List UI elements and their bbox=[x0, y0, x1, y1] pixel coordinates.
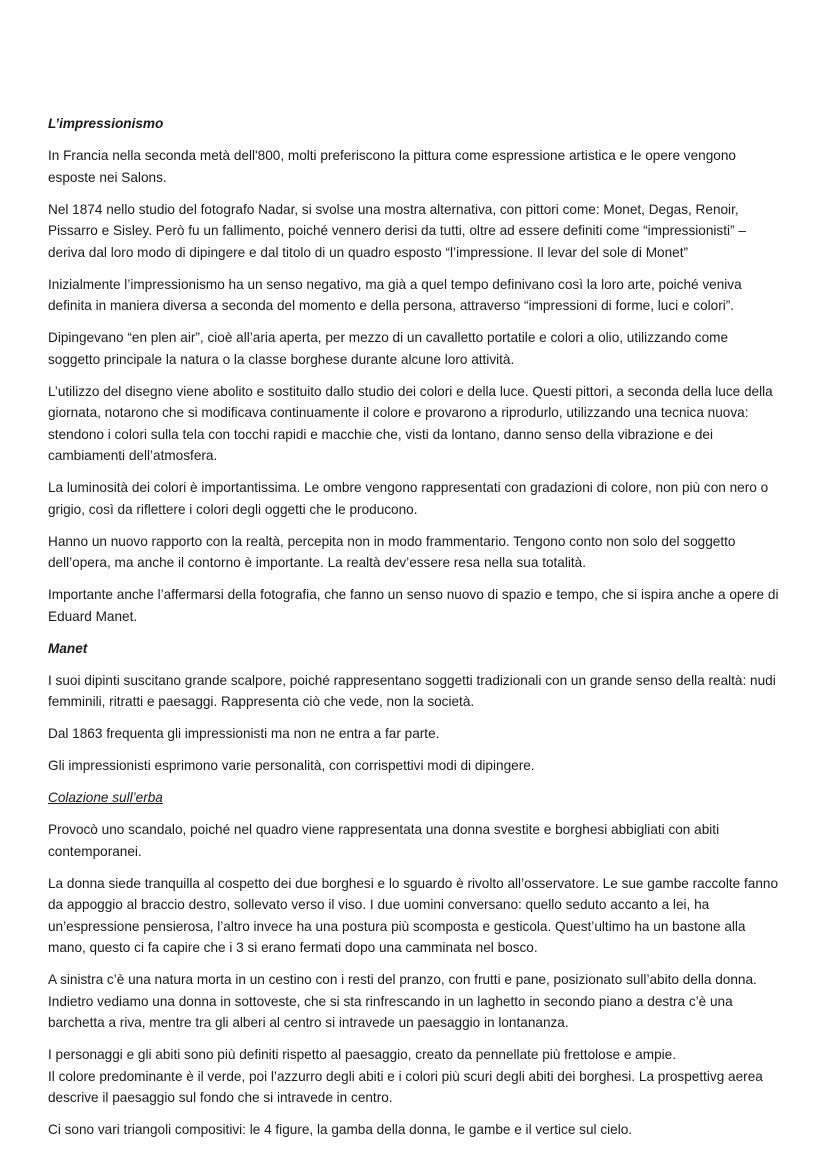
paragraph: Gli impressionisti esprimono varie personalità, con corrispettivi modi di dipingere. bbox=[48, 758, 535, 773]
paragraph: I personaggi e gli abiti sono più definiti rispetto al paesaggio, creato da pennellate più frettolose e ampie. bbox=[48, 1047, 676, 1062]
section-heading-impressionismo: L’impressionismo bbox=[48, 116, 164, 131]
paragraph: A sinistra c’è una natura morta in un cestino con i resti del pranzo, con frutti e pane, posizionato sull’abito della donna. Indietro vediamo una donna in sottoveste, che si sta rinfrescando in un laghetto in secondo piano a destra c’è una barchetta a riva, mentre tra gli alberi al centro si intravede un paesaggio in lontananza. bbox=[48, 972, 757, 1030]
paragraph: I suoi dipinti suscitano grande scalpore, poiché rappresentano soggetti tradizionali con un grande senso della realtà: nudi femminili, ritratti e paesaggi. Rappresenta ciò che vede, non la società. bbox=[48, 672, 776, 709]
subheading-colazione-sull-erba: Colazione sull’erba bbox=[48, 790, 163, 805]
paragraph: Dal 1863 frequenta gli impressionisti ma non ne entra a far parte. bbox=[48, 726, 440, 741]
paragraph: La luminosità dei colori è importantissima. Le ombre vengono rappresentati con gradazioni di colore, non più con nero o grigio, così da riflettere i colori degli oggetti che le producono. bbox=[48, 480, 769, 517]
paragraph: In Francia nella seconda metà dell'800, molti preferiscono la pittura come espressione artistica e le opere vengono esposte nei Salons. bbox=[48, 148, 736, 185]
paragraph: Provocò uno scandalo, poiché nel quadro viene rappresentata una donna svestite e borghesi abbigliati con abiti contemporanei. bbox=[48, 822, 720, 859]
paragraph: Dipingevano “en plen air”, cioè all’aria aperta, per mezzo di un cavalletto portatile e colori a olio, utilizzando come soggetto principale la natura o la classe borghese durante alcune loro attività. bbox=[48, 330, 729, 367]
paragraph: Ci sono vari triangoli compositivi: le 4 figure, la gamba della donna, le gambe e il vertice sul cielo. bbox=[48, 1122, 633, 1137]
paragraph: Nel 1874 nello studio del fotografo Nadar, si svolse una mostra alternativa, con pittori come: Monet, Degas, Renoir, Pissarro e Sisley. Però fu un fallimento, poiché vennero derisi da tutti, oltre ad essere definiti come “impressionisti” – deriva dal loro modo di dipingere e dal titolo di un quadro esposto “l’impressione. Il levar del sole di Monet” bbox=[48, 201, 746, 260]
section-heading-manet: Manet bbox=[48, 640, 88, 656]
paragraph: L’utilizzo del disegno viene abolito e sostituito dallo studio dei colori e della luce. Questi pittori, a seconda della luce della giornata, notarono che si modificava continuamente il colore e provarono a riprodurlo, utilizzando una tecnica nuova: stendono i colori sulla tela con tocchi rapidi e macchie che, visti da lontano, danno senso della vibrazione e dei cambiamenti dell’atmosfera. bbox=[48, 383, 773, 463]
paragraph: Importante anche l’affermarsi della fotografia, che fanno un senso nuovo di spazio e tempo, che si ispira anche a opere di Eduard Manet. bbox=[48, 587, 779, 624]
paragraph: La donna siede tranquilla al cospetto dei due borghesi e lo sguardo è rivolto all’osservatore. Le sue gambe raccolte fanno da appoggio al braccio destro, sollevato verso il viso. I due uomini conversano: quello seduto accanto a lei, ha un’espressione pensierosa, l’altro invece ha una postura più scomposta e gesticola. Quest’ultimo ha un bastone alla mano, questo ci fa capire che i 3 si erano fermati dopo una camminata nel bosco. bbox=[48, 875, 779, 955]
paragraph: Hanno un nuovo rapporto con la realtà, percepita non in modo frammentario. Tengono conto non solo del soggetto dell’opera, ma anche il contorno è importante. La realtà dev’essere resa nella sua totalità. bbox=[48, 533, 736, 570]
paragraph: Inizialmente l’impressionismo ha un senso negativo, ma già a quel tempo definivano così la loro arte, poiché veniva definita in maniera diversa a seconda del momento e della persona, attraverso “impressioni di forme, luci e colori”. bbox=[48, 276, 742, 313]
paragraph: Il colore predominante è il verde, poi l’azzurro degli abiti e i colori più scuri degli abiti dei borghesi. La prospettivg aerea descrive il paesaggio sul fondo che si intravede in centro. bbox=[48, 1068, 763, 1105]
